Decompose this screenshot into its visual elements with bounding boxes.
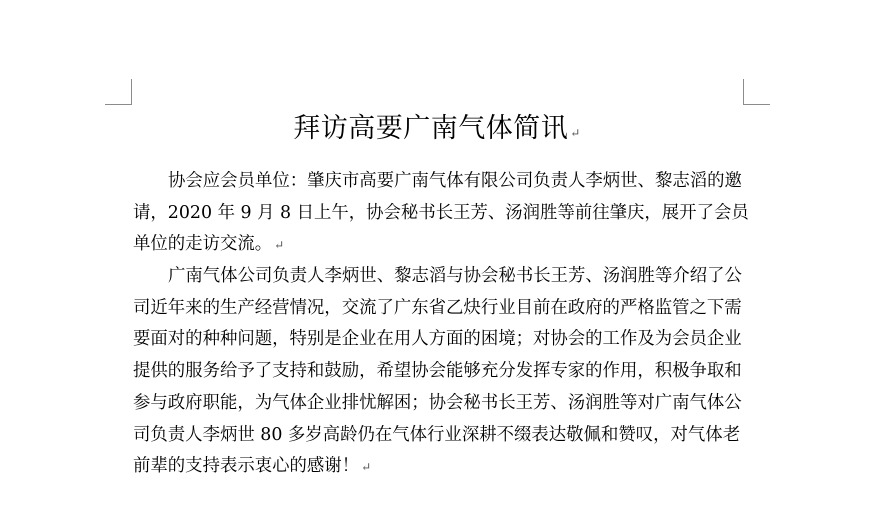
paragraph-2 bbox=[133, 261, 745, 483]
margin-corner-top-left bbox=[105, 79, 132, 105]
title-text: 拜访高要广南气体简讯 bbox=[293, 113, 569, 144]
text-line: 协会应会员单位：肇庆市高要广南气体有限公司负责人李炳世、黎志滔的邀 bbox=[168, 171, 742, 191]
paragraph-mark: ↵ bbox=[361, 460, 372, 475]
text-line: 司负责人李炳世 80 多岁高龄仍在气体行业深耕不缀表达敬佩和赞叹，对气体老 bbox=[133, 424, 741, 445]
margin-corner-top-right bbox=[743, 79, 770, 105]
text-line: 要面对的种种问题，特别是企业在用人方面的困境；对协会的工作及为会员企业 bbox=[133, 329, 742, 350]
paragraph-mark: ↵ bbox=[570, 126, 581, 140]
text-line bbox=[133, 451, 745, 483]
document-title bbox=[0, 109, 874, 153]
text-line: 司近年来的生产经营情况，交流了广东省乙炔行业目前在政府的严格监管之下需 bbox=[133, 297, 742, 318]
paragraph-1 bbox=[133, 166, 749, 261]
document-body bbox=[133, 166, 749, 483]
text-line: 请，2020 年 9 月 8 日上午，协会秘书长王芳、汤润胜等前往肇庆，展开了会员 bbox=[133, 202, 749, 223]
paragraph-mark: ↵ bbox=[274, 238, 285, 253]
text-line bbox=[133, 229, 745, 261]
text-line-content: 单位的走访交流。 bbox=[133, 234, 273, 255]
text-line: 参与政府职能，为气体企业排忧解困；协会秘书长王芳、汤润胜等对广南气体公 bbox=[133, 392, 742, 413]
text-line-content: 前辈的支持表示衷心的感谢！ bbox=[133, 456, 360, 477]
text-line: 提供的服务给予了支持和鼓励，希望协会能够充分发挥专家的作用，积极争取和 bbox=[133, 361, 742, 382]
text-line: 广南气体公司负责人李炳世、黎志滔与协会秘书长王芳、汤润胜等介绍了公 bbox=[168, 266, 742, 287]
